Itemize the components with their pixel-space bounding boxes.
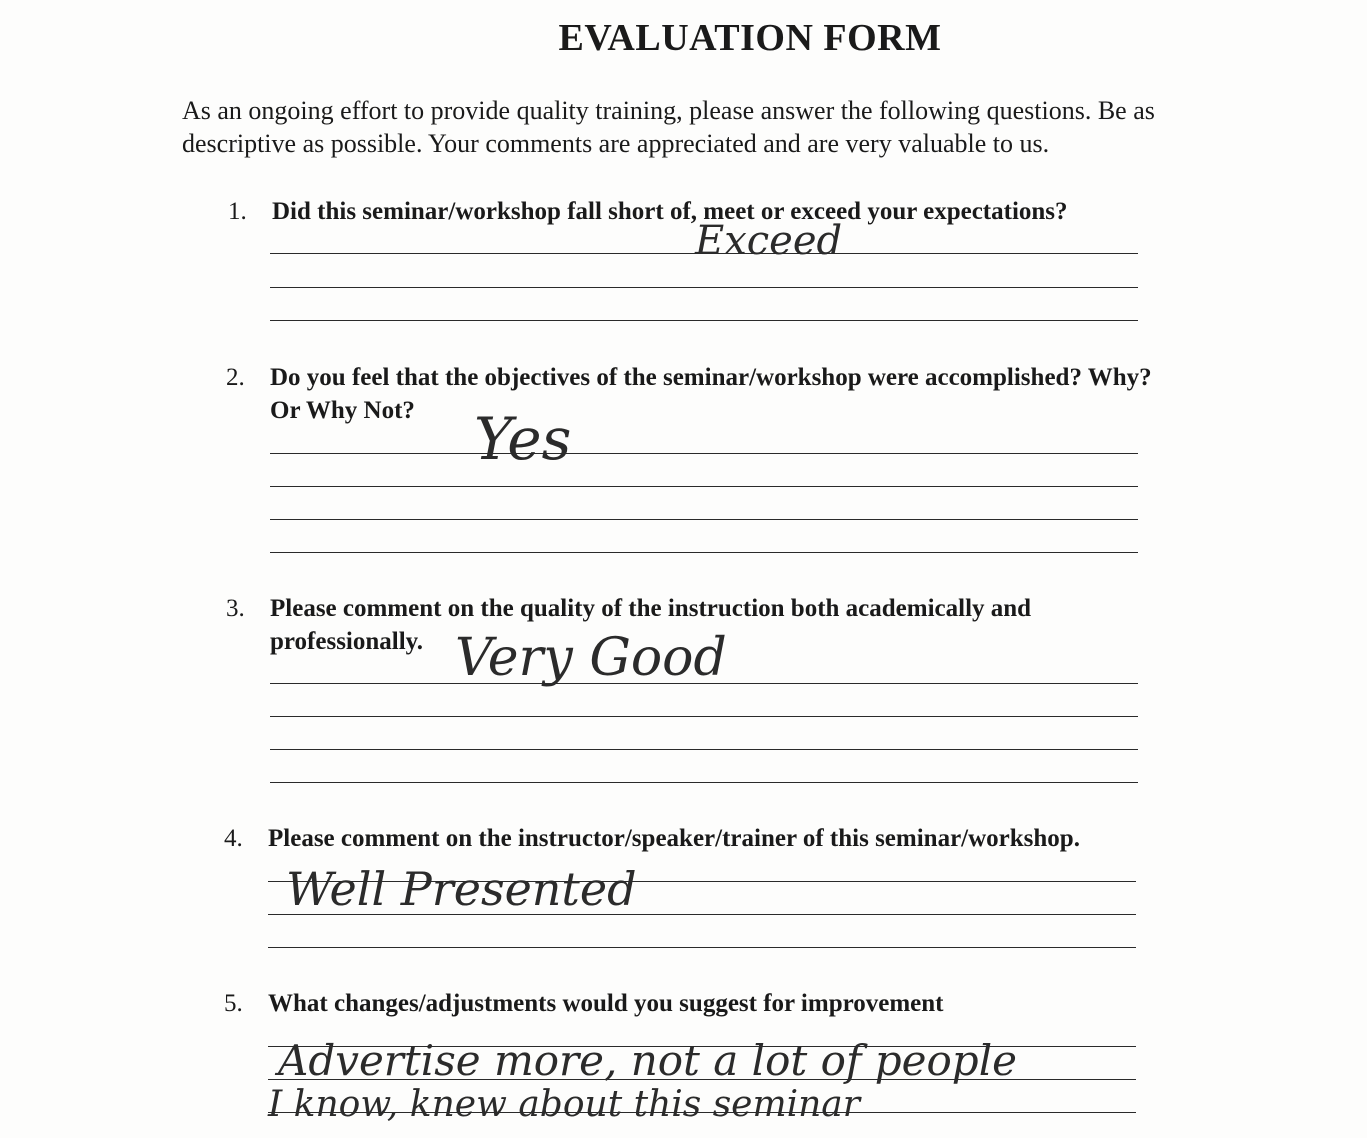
answer-line (270, 749, 1138, 750)
answer-line (270, 453, 1138, 454)
answer-line (270, 782, 1138, 783)
handwritten-answer-line-1: Advertise more, not a lot of people (278, 1036, 1017, 1085)
question-number: 2. (226, 364, 245, 391)
question-number: 5. (224, 990, 243, 1017)
intro-line-1: As an ongoing effort to provide quality training, please answer the following questions. Be as (182, 96, 1155, 125)
answer-line (270, 519, 1138, 520)
question-text: Do you feel that the objectives of the seminar/workshop were accomplished? Why? (270, 364, 1152, 391)
question-text: Did this seminar/workshop fall short of, meet or exceed your expectations? (272, 198, 1068, 225)
question-text: Please comment on the instructor/speaker/trainer of this seminar/workshop. (268, 825, 1080, 852)
form-title: EVALUATION FORM (558, 17, 942, 59)
question-text-continued: professionally. (270, 628, 424, 655)
question-text: Please comment on the quality of the instruction both academically and (270, 595, 1032, 622)
intro-line-2: descriptive as possible. Your comments are appreciated and are very valuable to us. (182, 129, 1050, 158)
handwritten-answer-line-2: I know, knew about this seminar (268, 1084, 860, 1125)
handwritten-answer: Exceed (695, 218, 843, 264)
answer-line (270, 552, 1138, 553)
question-number: 1. (228, 198, 247, 225)
question-number: 3. (226, 595, 245, 622)
question-number: 4. (224, 825, 243, 852)
answer-line (270, 287, 1138, 288)
question-text: What changes/adjustments would you suggest for improvement (268, 990, 944, 1017)
answer-line (270, 716, 1138, 717)
answer-line (268, 947, 1136, 948)
answer-line (270, 320, 1138, 321)
handwritten-answer: Well Presented (286, 862, 637, 916)
answer-line (270, 486, 1138, 487)
handwritten-answer: Yes (474, 405, 572, 473)
form-intro (182, 94, 1292, 160)
handwritten-answer: Very Good (455, 628, 727, 688)
question-text-continued: Or Why Not? (270, 397, 415, 424)
